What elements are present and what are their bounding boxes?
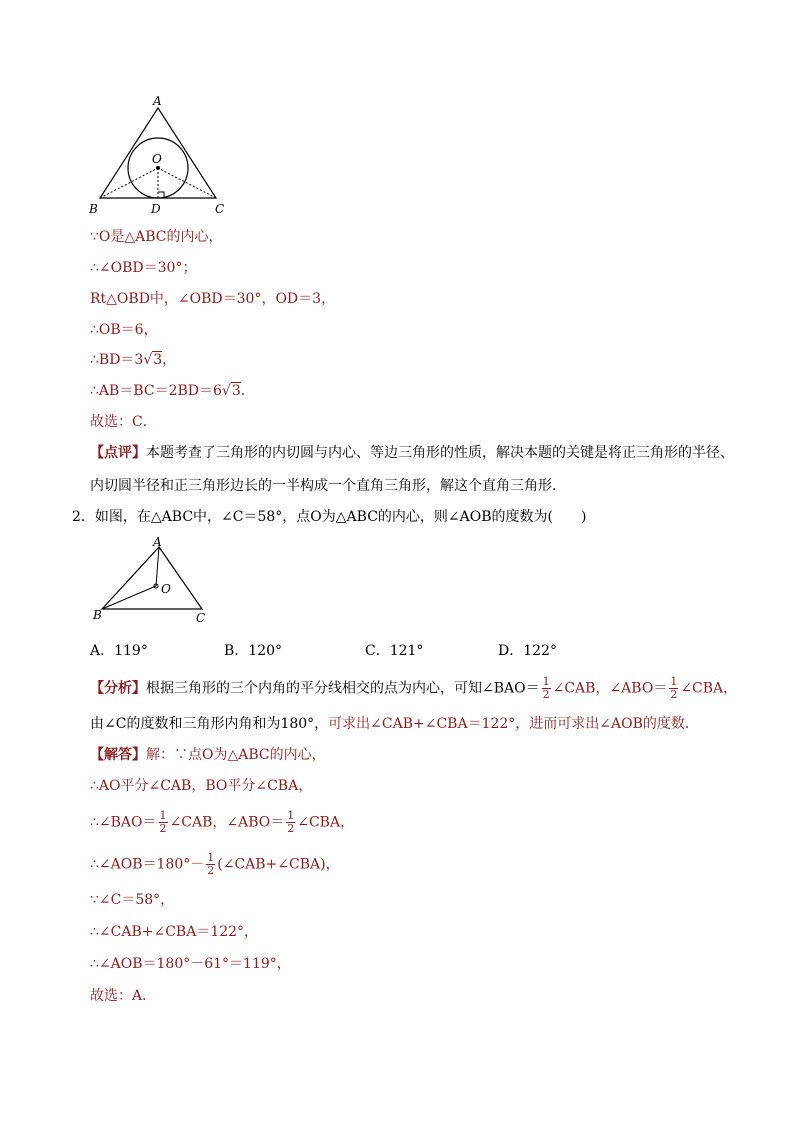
- figure-2-triangle: [88, 535, 218, 630]
- answer-text: ∴∠BAO＝: [90, 814, 157, 831]
- sqrt-radicand: 3: [153, 352, 163, 368]
- answer-line8: 故选：A．: [90, 988, 157, 1004]
- sol1-line7: 故选：C．: [90, 414, 157, 430]
- answer-line4: [90, 852, 340, 877]
- answer-text: ∴∠AOB＝180°－: [90, 856, 205, 873]
- fraction-half: $\frac{1}{2}$: [287, 809, 295, 835]
- analysis-angle-text: ∠CBA，: [680, 680, 738, 697]
- point-o: [156, 166, 160, 170]
- answer-line6: ∴∠CAB+∠CBA＝122°，: [90, 924, 259, 940]
- answer-text: ∠CBA，: [297, 814, 355, 831]
- segment-ao: [156, 547, 159, 586]
- segment-oc: [158, 168, 216, 198]
- fraction-half: $\frac{1}{2}$: [542, 675, 550, 701]
- comment-tag: 【点评】: [90, 445, 146, 461]
- sol1-comment-line1: [90, 443, 734, 463]
- label-b: B: [89, 202, 98, 216]
- analysis-tag: 【分析】: [90, 680, 146, 697]
- segment-bo: [102, 586, 156, 609]
- fraction-half: $\frac{1}{2}$: [670, 675, 678, 701]
- label-a: A: [153, 535, 162, 549]
- option-a[interactable]: A．119°: [90, 643, 148, 659]
- sqrt-sign: √: [143, 352, 153, 368]
- comment-text: 本题考查了三角形的内切圆与内心、等边三角形的性质，解决本题的关键是将正三角形的半径、: [146, 445, 734, 461]
- option-b[interactable]: B．120°: [224, 643, 283, 659]
- sol1-line5: [90, 350, 176, 370]
- sol1-line4: ∴OB＝6，: [90, 322, 158, 338]
- label-c: C: [196, 611, 206, 625]
- sol1-line5-text: ∴BD＝3: [90, 352, 144, 368]
- sol1-line3: Rt△OBD中，∠OBD＝30°，OD＝3，: [90, 291, 336, 307]
- sol1-line1: ∵O是△ABC的内心，: [90, 229, 223, 245]
- analysis-angle-text: ∠CAB，∠ABO＝: [552, 680, 668, 697]
- sqrt-sign: √: [221, 383, 231, 399]
- answer-line2: ∴AO平分∠CAB，BO平分∠CBA，: [90, 778, 313, 794]
- answer-text: (∠CAB+∠CBA)，: [217, 856, 340, 873]
- label-c: C: [215, 202, 225, 216]
- analysis-text: 由∠C的度数和三角形内角和为180°，: [90, 716, 329, 732]
- analysis-line1: [90, 676, 737, 701]
- sol1-comment-line2: 内切圆半径和正三角形边长的一半构成一个直角三角形，解这个直角三角形．: [90, 478, 566, 494]
- sol1-line5-end: ，: [162, 352, 177, 368]
- analysis-text: 根据三角形的三个内角的平分线相交的点为内心，可知∠BAO＝: [146, 680, 540, 697]
- label-b: B: [93, 608, 102, 622]
- sol1-line6-end: ．: [240, 383, 255, 399]
- answer-tag: 【解答】: [90, 747, 146, 763]
- analysis-line2: [90, 714, 699, 734]
- q2-stem: 2．如图，在△ABC中，∠C＝58°，点O为△ABC的内心，则∠AOB的度数为( ): [72, 509, 587, 525]
- label-a: A: [153, 94, 162, 108]
- sol1-line6-text: ∴AB＝BC＝2BD＝6: [90, 383, 222, 399]
- answer-text: 解：∵点O为△ABC的内心，: [146, 747, 326, 763]
- answer-line3: [90, 810, 354, 835]
- sol1-line6: [90, 381, 255, 401]
- figure-1-incircle-triangle: [85, 90, 245, 220]
- option-c[interactable]: C．121°: [365, 643, 424, 659]
- sqrt-radicand: 3: [231, 383, 241, 399]
- triangle-abc: [102, 547, 202, 609]
- answer-line1: [90, 745, 326, 765]
- segment-ob: [100, 168, 158, 198]
- option-d[interactable]: D．122°: [498, 643, 557, 659]
- label-o: O: [161, 582, 171, 596]
- fraction-half: $\frac{1}{2}$: [159, 809, 167, 835]
- fraction-half: $\frac{1}{2}$: [207, 851, 215, 877]
- answer-line5: ∵∠C＝58°，: [90, 892, 175, 908]
- sol1-line2: ∴∠OBD＝30°；: [90, 260, 197, 276]
- answer-line7: ∴∠AOB＝180°－61°＝119°，: [90, 956, 291, 972]
- analysis-text-red: 可求出∠CAB+∠CBA＝122°，进而可求出∠AOB的度数．: [328, 716, 699, 732]
- label-o: O: [152, 152, 162, 166]
- label-d: D: [151, 202, 161, 216]
- answer-text: ∠CAB，∠ABO＝: [169, 814, 285, 831]
